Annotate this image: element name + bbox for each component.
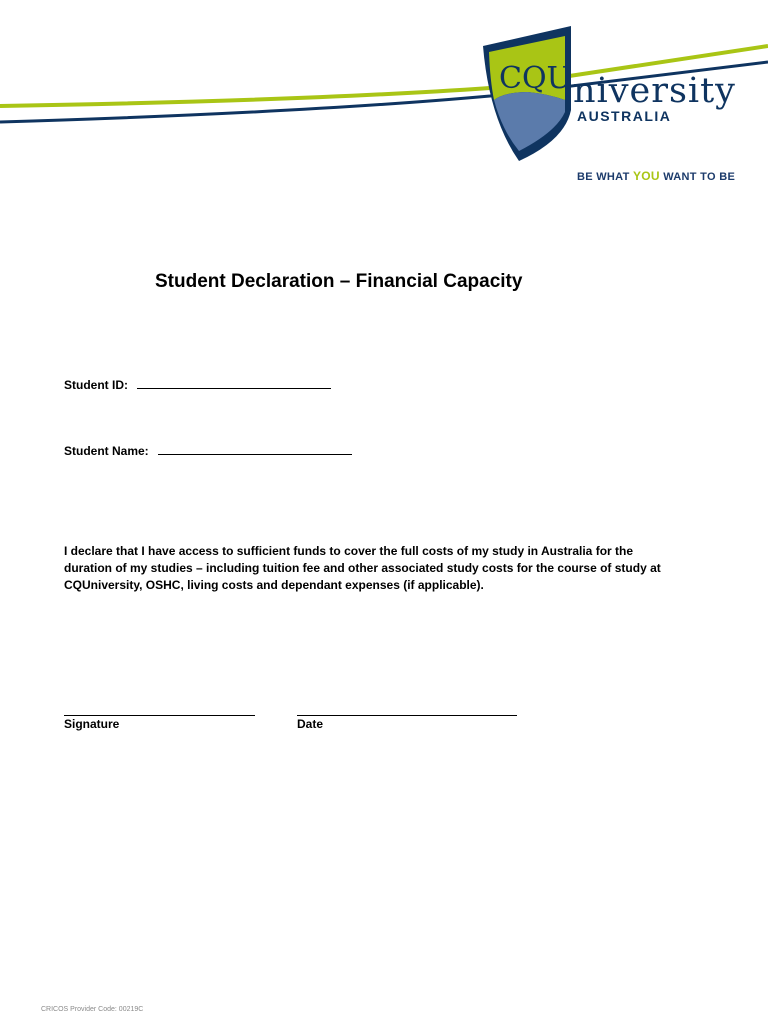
tagline-highlight: YOU	[632, 169, 660, 183]
page-title: Student Declaration – Financial Capacity	[155, 271, 523, 292]
student-name-field	[64, 442, 352, 458]
tagline-start: BE WHAT	[577, 171, 633, 183]
cricos-code: CRICOS Provider Code: 00219C	[41, 1006, 144, 1013]
tagline	[577, 169, 735, 183]
student-name-label: Student Name:	[64, 444, 149, 458]
declaration-text: I declare that I have access to sufficient funds to cover the full costs of my study in Australia for the duration of my studies – including tuition fee and other associated study costs for the course of study at CQUniversity, OSHC, living costs and dependant expenses (if applicable).	[64, 544, 661, 592]
date-line[interactable]	[297, 715, 517, 716]
tagline-end: WANT TO BE	[659, 171, 736, 183]
student-id-blank[interactable]	[137, 376, 331, 389]
student-id-label: Student ID:	[64, 378, 128, 392]
signature-line[interactable]	[64, 715, 255, 716]
signature-label: Signature	[64, 717, 120, 731]
student-id-field	[64, 376, 331, 392]
student-name-blank[interactable]	[158, 442, 352, 455]
logo-initials: CQU	[499, 61, 572, 96]
logo-country: AUSTRALIA	[577, 108, 672, 124]
shield-logo-icon	[483, 26, 572, 161]
logo-university-word: niversity	[573, 71, 736, 111]
date-label: Date	[297, 717, 324, 731]
